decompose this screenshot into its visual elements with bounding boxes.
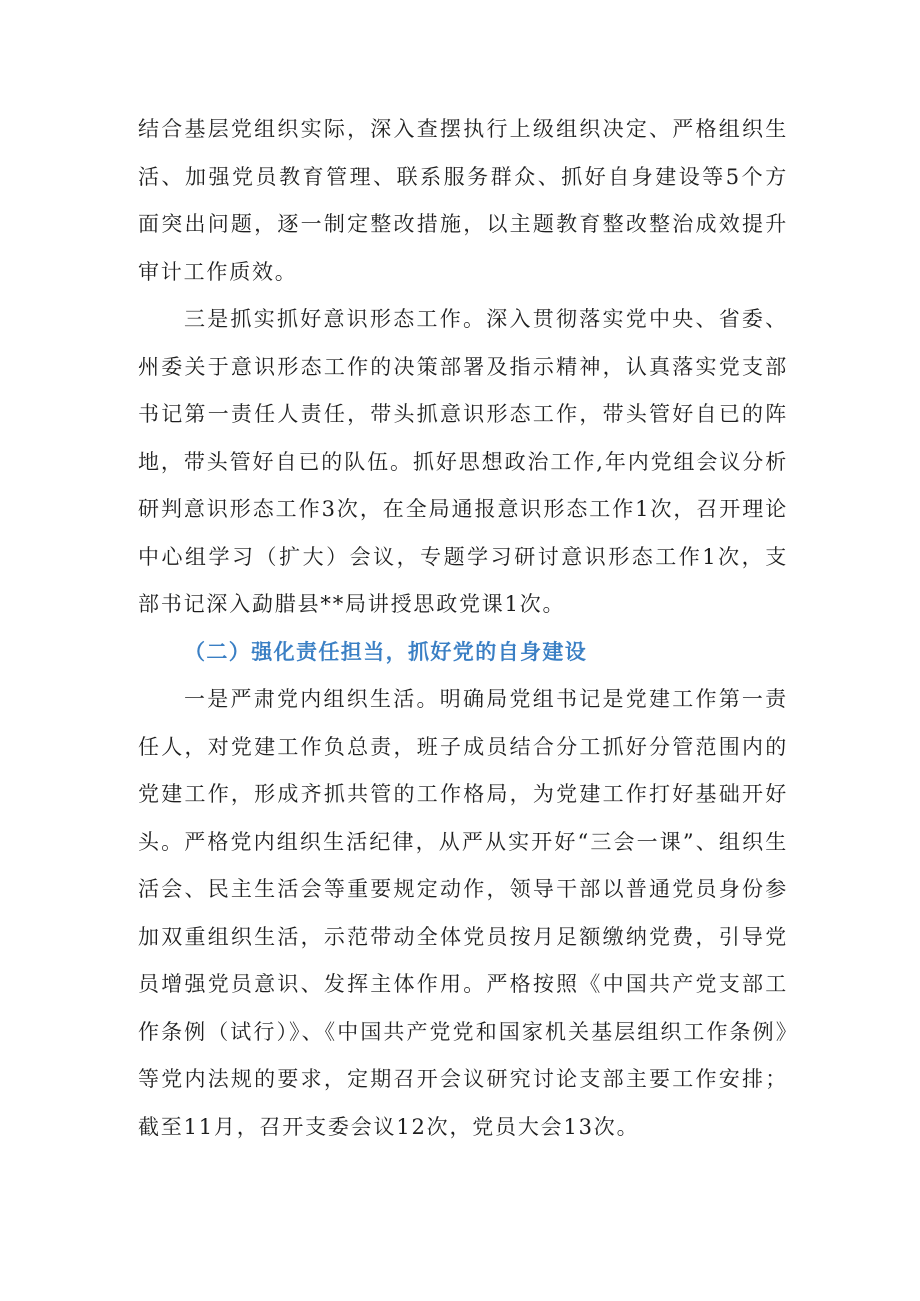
document-body (138, 106, 788, 1151)
section-heading: （二）强化责任担当，抓好党的自身建设 (184, 639, 588, 664)
paragraph-ideology-work: 三是抓实抓好意识形态工作。深入贯彻落实党中央、省委、州委关于意识形态工作的决策部署及指示精神，认真落实党支部书记第一责任人责任，带头抓意识形态工作，带头管好自已的阵地，带头管好自已的队伍。抓好思想政治工作,年内党组会议分析研判意识形态工作3次，在全局通报意识形态工作1次，召开理论中心组学习（扩大）会议，专题学习研讨意识形态工作1次，支部书记深入勐腊县**局讲授思政党课1次。 (138, 307, 788, 616)
paragraph-continuation: 结合基层党组织实际，深入查摆执行上级组织决定、严格组织生活、加强党员教育管理、联系服务群众、抓好自身建设等5个方面突出问题，逐一制定整改措施，以主题教育整改整治成效提升审计工作质效。 (138, 117, 788, 284)
paragraph-organization-life: 一是严肃党内组织生活。明确局党组书记是党建工作第一责任人，对党建工作负总责，班子成员结合分工抓好分管范围内的党建工作，形成齐抓共管的工作格局，为党建工作打好基础开好头。严格党内组织生活纪律，从严从实开好“三会一课”、组织生活会、民主生活会等重要规定动作，领导干部以普通党员身份参加双重组织生活，示范带动全体党员按月足额缴纳党费，引导党员增强党员意识、发挥主体作用。严格按照《中国共产党支部工作条例（试行）》、《中国共产党党和国家机关基层组织工作条例》等党内法规的要求，定期召开会议研究讨论支部主要工作安排；截至11月，召开支委会议12次，党员大会13次。 (138, 687, 788, 1139)
